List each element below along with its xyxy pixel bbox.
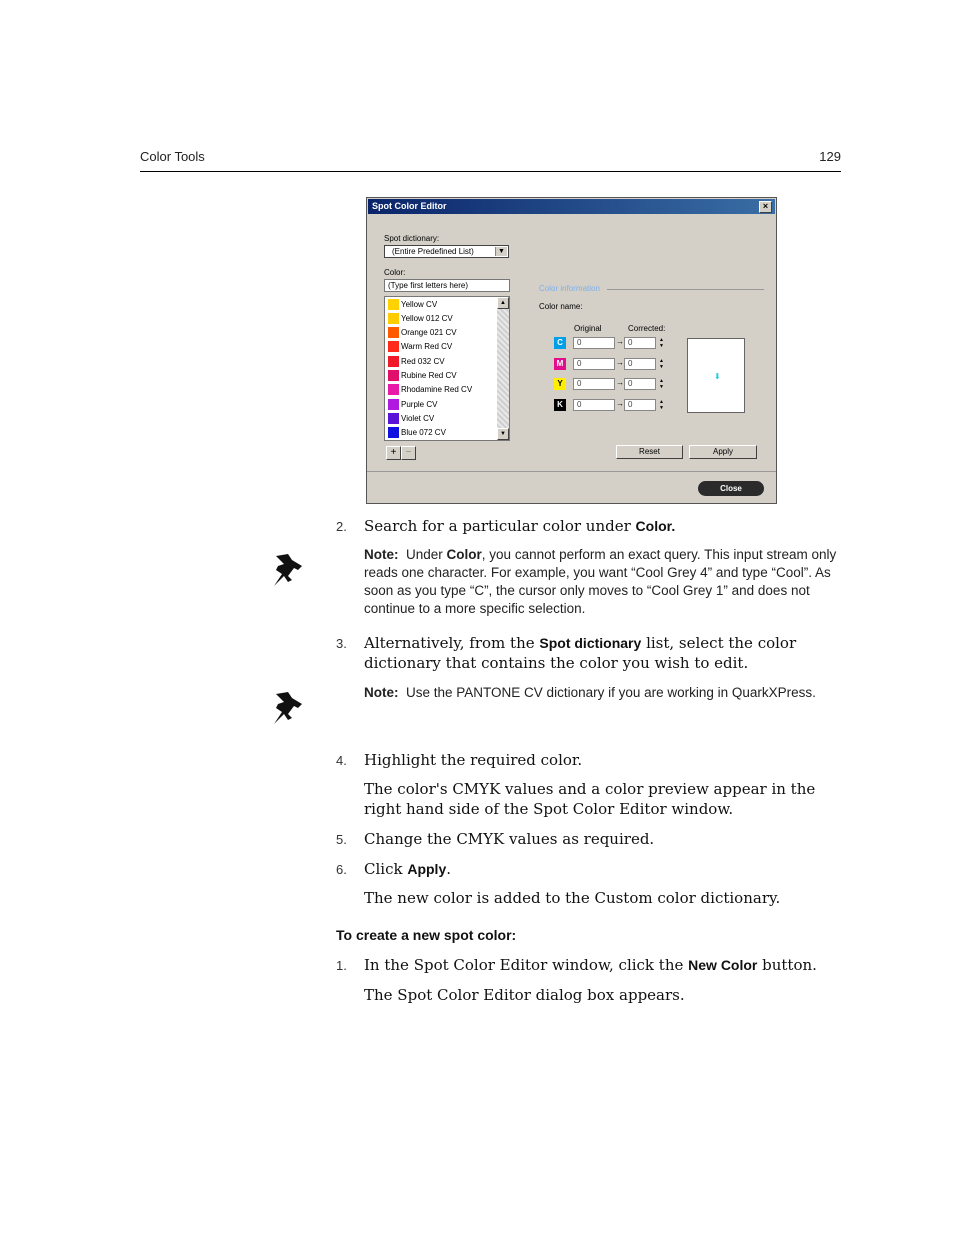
color-search-input[interactable] [384,279,510,292]
magenta-stepper-icon[interactable]: ▲ ▼ [659,358,664,370]
ui-term-color: Color. [635,518,676,534]
color-swatch [388,399,399,410]
color-list[interactable] [384,296,510,441]
note-label: Note: [364,547,399,562]
cyan-corrected-field[interactable]: 0 [624,337,656,349]
note-label: Note: [364,685,399,700]
ui-term-apply: Apply [407,861,447,877]
list-item[interactable] [387,312,497,325]
note-2-body: Use the PANTONE CV dictionary if you are working in QuarkXPress. [406,685,816,700]
black-corrected-field[interactable]: 0 [624,399,656,411]
color-name: Yellow CV [401,300,438,309]
color-name: Blue 072 CV [401,428,446,437]
color-swatch [388,341,399,352]
yellow-badge: Y [554,378,566,390]
magenta-corrected-field[interactable]: 0 [624,358,656,370]
new-step-1-followup: The Spot Color Editor dialog box appears. [364,986,685,1004]
step-4-text: Highlight the required color. [364,751,583,769]
note-1-pre: Under [406,547,447,562]
list-item[interactable] [387,398,497,411]
step-6-followup: The new color is added to the Custom color dictionary. [364,889,781,907]
cyan-stepper-icon[interactable]: ▲ ▼ [659,337,664,349]
black-original-field[interactable]: 0 [573,399,615,411]
step-3-text [364,633,844,673]
step-number: 4. [336,753,347,768]
step-number: 3. [336,636,347,651]
spot-color-editor-window [366,197,777,504]
arrow-right-icon: → [616,399,624,408]
spot-dictionary-select[interactable] [384,245,509,258]
new-step-1-text [364,955,844,975]
arrow-right-icon: → [616,337,624,346]
color-preview [687,338,745,413]
magenta-badge: M [554,358,566,370]
yellow-original-field[interactable]: 0 [573,378,615,390]
color-swatch [388,313,399,324]
color-name: Rhodamine Red CV [401,385,473,394]
step-number: 1. [336,958,347,973]
note-1-body: , you cannot perform an exact query. This input stream only reads one character. For example, you want “Cool Grey 4” and type “Cool”. As soon as you type “C”, the cursor only moves to “Cool Grey 1” and does not continue to a more specific selection. [364,547,837,616]
ui-term-color: Color [446,547,482,562]
group-divider [607,289,764,290]
reset-button[interactable]: Reset [616,445,683,459]
spot-dictionary-value: (Entire Predefined List) [392,247,474,256]
scroll-down-icon[interactable]: ▼ [497,428,509,440]
color-swatch [388,299,399,310]
color-search-value: (Type first letters here) [388,281,469,290]
footer-divider [367,471,776,472]
arrow-right-icon: → [616,378,624,387]
cyan-original-field[interactable]: 0 [573,337,615,349]
color-name-label: Color name: [539,302,583,311]
add-color-button[interactable]: + [386,446,401,460]
list-item[interactable] [387,412,497,425]
step-3-body: list, select the color dictionary that contains the color you wish to edit. [364,634,797,672]
header-rule [140,171,841,172]
color-label: Color: [384,268,406,277]
color-name: Rubine Red CV [401,371,457,380]
arrow-down-icon: ⬇ [714,372,721,381]
chevron-down-icon: ▼ [495,247,507,256]
scroll-up-icon[interactable]: ▲ [497,297,509,309]
list-scrollbar[interactable] [497,297,509,440]
color-name: Warm Red CV [401,342,453,351]
spot-dictionary-label: Spot dictionary: [384,234,440,243]
running-header-section: Color Tools [140,149,205,164]
step-3-pre: Alternatively, from the [364,634,540,652]
remove-color-button[interactable]: − [401,446,416,460]
ui-term-new-color: New Color [688,957,758,973]
corrected-label: Corrected: [628,324,666,333]
step-4-followup: The color's CMYK values and a color preview appear in the right hand side of the Spot Color Editor window. [364,780,816,818]
new-step-1-pre: In the Spot Color Editor window, click the [364,956,689,974]
color-name: Red 032 CV [401,357,445,366]
color-name: Purple CV [401,400,438,409]
procedure-heading: To create a new spot color: [336,927,517,943]
color-swatch [388,327,399,338]
cyan-badge: C [554,337,566,349]
note-2 [364,684,842,702]
pushpin-note-icon [268,550,310,592]
apply-button[interactable]: Apply [689,445,757,459]
new-step-1-post: button. [757,956,817,974]
step-2-text [364,516,844,536]
pushpin-note-icon [268,688,310,730]
black-badge: K [554,399,566,411]
color-swatch [388,356,399,367]
close-button[interactable]: Close [698,481,764,496]
black-stepper-icon[interactable]: ▲ ▼ [659,399,664,411]
close-icon[interactable]: × [759,201,772,213]
color-information-label: Color information [539,284,600,293]
note-1 [364,546,842,618]
original-label: Original [574,324,602,333]
color-swatch [388,370,399,381]
window-title: Spot Color Editor [372,201,447,211]
step-number: 5. [336,832,347,847]
yellow-corrected-field[interactable]: 0 [624,378,656,390]
magenta-original-field[interactable]: 0 [573,358,615,370]
window-titlebar [368,199,775,214]
color-swatch [388,427,399,438]
list-item[interactable] [387,340,497,353]
color-swatch [388,384,399,395]
step-6-text [364,859,844,879]
step-number: 2. [336,519,347,534]
color-name: Violet CV [401,414,435,423]
list-item[interactable] [387,426,497,439]
ui-term-spot-dictionary: Spot dictionary [539,635,642,651]
step-6-pre: Click [364,860,408,878]
color-swatch [388,413,399,424]
step-6-post: . [446,860,452,878]
list-item[interactable] [387,383,497,396]
yellow-stepper-icon[interactable]: ▲ ▼ [659,378,664,390]
arrow-right-icon: → [616,358,624,367]
step-5-text: Change the CMYK values as required. [364,830,655,848]
page-number: 129 [819,149,841,164]
list-item[interactable] [387,369,497,382]
color-name: Yellow 012 CV [401,314,453,323]
list-item[interactable] [387,355,497,368]
step-2-body: Search for a particular color under [364,517,636,535]
list-item[interactable] [387,298,497,311]
step-number: 6. [336,862,347,877]
color-name: Orange 021 CV [401,328,457,337]
list-item[interactable] [387,326,497,339]
